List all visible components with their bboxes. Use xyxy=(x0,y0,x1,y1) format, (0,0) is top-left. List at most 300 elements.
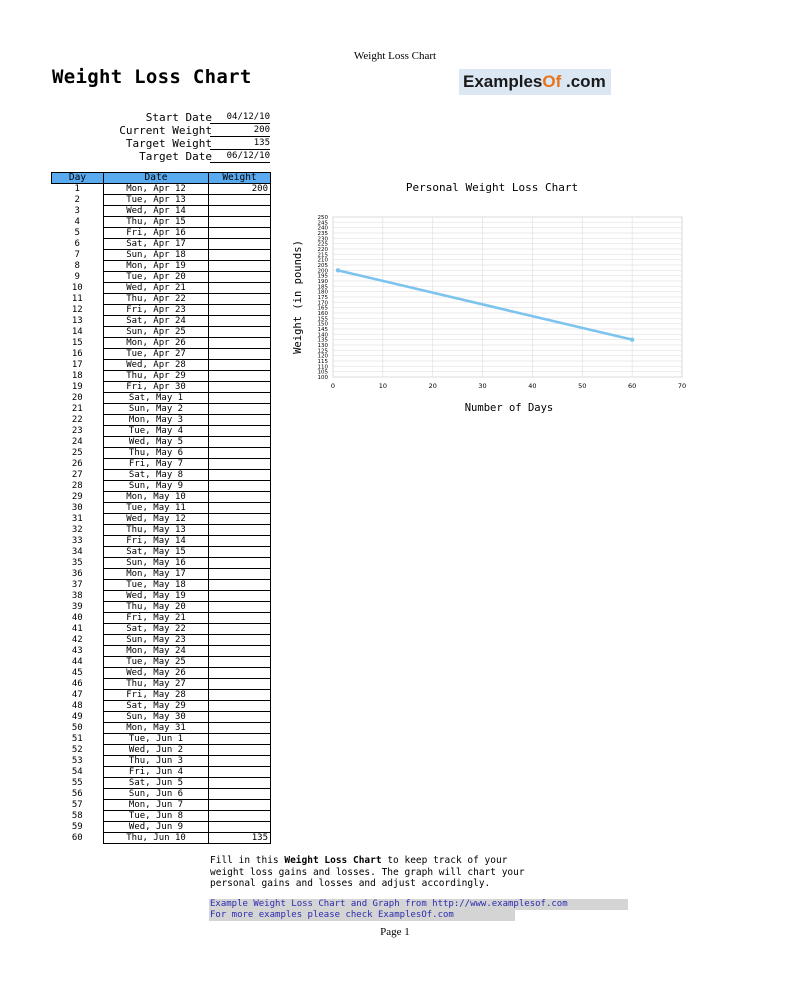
weight-cell[interactable] xyxy=(209,503,271,514)
table-row xyxy=(52,492,271,503)
date-cell: Tue, Apr 27 xyxy=(104,349,209,360)
weight-cell[interactable] xyxy=(209,613,271,624)
weight-cell[interactable] xyxy=(209,800,271,811)
y-tick-label: 180 xyxy=(317,289,328,296)
weight-cell[interactable] xyxy=(209,250,271,261)
instructions-line-1: Fill in this Weight Loss Chart to keep track of your xyxy=(210,855,508,866)
date-cell: Sat, Apr 17 xyxy=(104,239,209,250)
column-header-weight: Weight xyxy=(209,173,271,184)
weight-cell[interactable] xyxy=(209,404,271,415)
day-cell: 42 xyxy=(71,635,83,645)
date-cell: Thu, May 27 xyxy=(104,679,209,690)
table-row xyxy=(52,349,271,360)
footer-source-link[interactable]: Example Weight Loss Chart and Graph from http://www.examplesof.com xyxy=(209,899,628,910)
weight-cell[interactable] xyxy=(209,624,271,635)
data-point xyxy=(630,337,634,341)
day-cell: 34 xyxy=(71,547,83,557)
weight-cell[interactable] xyxy=(209,635,271,646)
x-tick-label: 40 xyxy=(528,382,537,390)
table-row xyxy=(52,206,271,217)
weight-cell[interactable] xyxy=(209,591,271,602)
weight-cell[interactable] xyxy=(209,437,271,448)
table-row xyxy=(52,371,271,382)
weight-cell[interactable] xyxy=(209,349,271,360)
x-tick-label: 10 xyxy=(378,382,387,390)
date-cell: Wed, Apr 28 xyxy=(104,360,209,371)
weight-cell[interactable] xyxy=(209,195,271,206)
table-row xyxy=(52,690,271,701)
instructions-line-2: weight loss gains and losses. The graph will chart your xyxy=(210,866,525,878)
day-cell: 27 xyxy=(71,470,83,480)
date-cell: Tue, May 25 xyxy=(104,657,209,668)
weight-cell[interactable] xyxy=(209,338,271,349)
y-tick-label: 230 xyxy=(317,236,328,243)
data-point xyxy=(336,268,340,272)
y-tick-label: 220 xyxy=(317,247,328,253)
y-tick-label: 175 xyxy=(317,295,328,301)
summary-row xyxy=(108,150,383,163)
weight-cell[interactable] xyxy=(209,569,271,580)
weight-cell[interactable] xyxy=(209,481,271,492)
date-cell: Fri, Apr 16 xyxy=(104,228,209,239)
date-cell: Sat, May 22 xyxy=(104,624,209,635)
table-row xyxy=(52,437,271,448)
day-cell: 40 xyxy=(71,613,83,623)
table-row xyxy=(52,272,271,283)
day-cell: 38 xyxy=(71,591,83,601)
weight-cell[interactable] xyxy=(209,283,271,294)
table-row xyxy=(52,184,271,195)
y-tick-label: 160 xyxy=(317,311,328,317)
date-cell: Thu, Apr 22 xyxy=(104,294,209,305)
logo-text-tail: .com xyxy=(561,72,606,91)
day-cell: 57 xyxy=(71,800,83,810)
weight-cell[interactable] xyxy=(209,745,271,756)
table-row xyxy=(52,657,271,668)
weight-cell[interactable] xyxy=(209,360,271,371)
date-cell: Wed, Apr 21 xyxy=(104,283,209,294)
table-row xyxy=(52,613,271,624)
table-row xyxy=(52,602,271,613)
table-row xyxy=(52,294,271,305)
logo-text-main: Examples xyxy=(463,72,543,91)
date-cell: Sun, May 9 xyxy=(104,481,209,492)
weight-cell[interactable] xyxy=(209,525,271,536)
table-row xyxy=(52,536,271,547)
table-row xyxy=(52,404,271,415)
date-cell: Mon, May 3 xyxy=(104,415,209,426)
weight-cell[interactable] xyxy=(209,327,271,338)
weight-cell[interactable]: 135 xyxy=(209,833,271,844)
day-cell: 36 xyxy=(71,569,83,579)
day-cell: 6 xyxy=(74,239,80,249)
instructions-line-3: personal gains and losses and adjust accordingly. xyxy=(210,878,491,889)
table-row xyxy=(52,327,271,338)
weight-cell[interactable] xyxy=(209,646,271,657)
y-tick-label: 195 xyxy=(317,273,328,280)
weight-cell[interactable] xyxy=(209,602,271,613)
day-cell: 37 xyxy=(71,580,83,590)
y-tick-label: 200 xyxy=(317,268,328,275)
date-cell: Sat, Apr 24 xyxy=(104,316,209,327)
weight-cell[interactable] xyxy=(209,679,271,690)
logo-text-accent: Of xyxy=(542,72,562,91)
date-cell: Fri, May 28 xyxy=(104,690,209,701)
date-cell: Sun, May 2 xyxy=(104,404,209,415)
weight-cell[interactable] xyxy=(209,580,271,591)
date-cell: Sat, May 1 xyxy=(104,393,209,404)
summary-value[interactable]: 135 xyxy=(210,137,270,150)
table-row xyxy=(52,778,271,789)
x-tick-label: 50 xyxy=(578,382,587,390)
day-cell: 58 xyxy=(71,811,83,821)
weight-cell[interactable] xyxy=(209,778,271,789)
weight-cell[interactable] xyxy=(209,371,271,382)
summary-label: Target Weight xyxy=(125,137,212,150)
day-cell: 17 xyxy=(71,360,83,370)
day-cell: 3 xyxy=(74,206,80,216)
table-row xyxy=(52,767,271,778)
date-cell: Sat, May 15 xyxy=(104,547,209,558)
date-cell: Sun, May 23 xyxy=(104,635,209,646)
weight-cell[interactable] xyxy=(209,514,271,525)
date-cell: Fri, Apr 30 xyxy=(104,382,209,393)
day-cell: 46 xyxy=(71,679,83,689)
y-tick-label: 225 xyxy=(317,241,328,248)
date-cell: Tue, May 18 xyxy=(104,580,209,591)
date-cell: Thu, May 6 xyxy=(104,448,209,459)
y-tick-label: 135 xyxy=(317,337,328,344)
table-row xyxy=(52,745,271,756)
date-cell: Fri, May 7 xyxy=(104,459,209,470)
y-tick-label: 145 xyxy=(317,327,328,333)
summary-value[interactable]: 04/12/10 xyxy=(210,111,270,124)
weight-cell[interactable] xyxy=(209,822,271,833)
weight-cell[interactable] xyxy=(209,272,271,283)
table-row xyxy=(52,217,271,228)
date-cell: Sat, May 8 xyxy=(104,470,209,481)
table-row xyxy=(52,514,271,525)
instructions-text xyxy=(210,855,525,890)
summary-label: Start Date xyxy=(145,111,212,124)
weight-cell[interactable] xyxy=(209,657,271,668)
table-row xyxy=(52,360,271,371)
y-tick-label: 115 xyxy=(317,359,328,365)
day-cell: 56 xyxy=(71,789,83,799)
table-row xyxy=(52,338,271,349)
weight-cell[interactable] xyxy=(209,382,271,393)
y-axis-label: Weight (in pounds) xyxy=(292,240,304,354)
date-cell: Mon, Apr 26 xyxy=(104,338,209,349)
table-row xyxy=(52,481,271,492)
date-cell: Sat, Jun 5 xyxy=(104,778,209,789)
table-row xyxy=(52,459,271,470)
weight-cell[interactable] xyxy=(209,426,271,437)
table-row xyxy=(52,646,271,657)
date-cell: Tue, Jun 1 xyxy=(104,734,209,745)
date-cell: Wed, May 5 xyxy=(104,437,209,448)
date-cell: Sat, May 29 xyxy=(104,701,209,712)
weight-cell[interactable] xyxy=(209,217,271,228)
date-cell: Mon, May 17 xyxy=(104,569,209,580)
x-tick-label: 0 xyxy=(330,382,336,390)
y-tick-label: 250 xyxy=(317,215,328,221)
date-cell: Thu, Jun 10 xyxy=(104,833,209,844)
table-row xyxy=(52,228,271,239)
day-cell: 59 xyxy=(71,822,83,832)
weight-cell[interactable]: 200 xyxy=(209,184,271,195)
date-cell: Wed, Jun 9 xyxy=(104,822,209,833)
date-cell: Wed, Apr 14 xyxy=(104,206,209,217)
table-row xyxy=(52,316,271,327)
table-row xyxy=(52,569,271,580)
day-cell: 33 xyxy=(71,536,83,546)
table-row xyxy=(52,382,271,393)
weight-cell[interactable] xyxy=(209,712,271,723)
day-cell: 1 xyxy=(74,184,80,195)
x-axis-label: Number of Days xyxy=(464,402,554,414)
day-cell: 44 xyxy=(71,657,83,667)
weight-cell[interactable] xyxy=(209,723,271,734)
table-row xyxy=(52,393,271,404)
footer-more-examples-link[interactable]: For more examples please check ExamplesOf.com xyxy=(209,910,515,921)
weight-cell[interactable] xyxy=(209,305,271,316)
weight-cell[interactable] xyxy=(209,536,271,547)
summary-row xyxy=(108,111,383,124)
date-cell: Thu, May 20 xyxy=(104,602,209,613)
weight-cell[interactable] xyxy=(209,459,271,470)
day-cell: 30 xyxy=(71,503,83,513)
date-cell: Thu, May 13 xyxy=(104,525,209,536)
date-cell: Mon, Apr 19 xyxy=(104,261,209,272)
x-tick-label: 70 xyxy=(677,382,687,390)
summary-label: Current Weight xyxy=(119,124,212,137)
weight-cell[interactable] xyxy=(209,668,271,679)
day-cell: 19 xyxy=(71,382,83,392)
day-cell: 47 xyxy=(71,690,83,700)
day-cell: 25 xyxy=(71,448,83,458)
table-row xyxy=(52,426,271,437)
weight-cell[interactable] xyxy=(209,701,271,712)
weight-cell[interactable] xyxy=(209,470,271,481)
day-cell: 48 xyxy=(71,701,83,711)
date-cell: Fri, May 14 xyxy=(104,536,209,547)
date-cell: Tue, May 11 xyxy=(104,503,209,514)
table-row xyxy=(52,558,271,569)
day-cell: 28 xyxy=(71,481,83,491)
day-cell: 7 xyxy=(74,250,80,260)
table-row xyxy=(52,789,271,800)
weight-cell[interactable] xyxy=(209,206,271,217)
y-tick-label: 110 xyxy=(317,364,328,371)
date-cell: Thu, Jun 3 xyxy=(104,756,209,767)
day-cell: 52 xyxy=(71,745,83,755)
y-tick-label: 150 xyxy=(317,321,328,328)
table-row xyxy=(52,833,271,844)
weight-cell[interactable] xyxy=(209,393,271,404)
date-cell: Thu, Apr 29 xyxy=(104,371,209,382)
table-row xyxy=(52,811,271,822)
weight-cell[interactable] xyxy=(209,811,271,822)
day-cell: 4 xyxy=(74,217,80,227)
day-cell: 9 xyxy=(74,272,80,282)
date-cell: Sun, May 16 xyxy=(104,558,209,569)
y-tick-label: 125 xyxy=(317,348,328,355)
table-row xyxy=(52,734,271,745)
date-cell: Tue, Apr 13 xyxy=(104,195,209,206)
date-cell: Mon, May 10 xyxy=(104,492,209,503)
weight-cell[interactable] xyxy=(209,789,271,800)
summary-value[interactable]: 200 xyxy=(210,124,270,137)
day-cell: 2 xyxy=(74,195,80,205)
day-cell: 41 xyxy=(71,624,83,634)
date-cell: Wed, Jun 2 xyxy=(104,745,209,756)
day-cell: 53 xyxy=(71,756,83,766)
weight-cell[interactable] xyxy=(209,547,271,558)
date-cell: Mon, Apr 12 xyxy=(104,184,209,195)
day-cell: 13 xyxy=(71,316,83,326)
y-tick-label: 235 xyxy=(317,231,328,237)
day-cell: 31 xyxy=(71,514,83,524)
day-cell: 45 xyxy=(71,668,83,678)
summary-label: Target Date xyxy=(139,150,212,163)
date-cell: Mon, May 24 xyxy=(104,646,209,657)
table-row xyxy=(52,415,271,426)
table-row xyxy=(52,305,271,316)
weight-cell[interactable] xyxy=(209,294,271,305)
table-row xyxy=(52,283,271,294)
weight-cell[interactable] xyxy=(209,415,271,426)
day-cell: 49 xyxy=(71,712,83,722)
day-cell: 14 xyxy=(71,327,83,337)
examplesof-logo[interactable] xyxy=(459,69,611,95)
day-cell: 54 xyxy=(71,767,83,777)
day-cell: 18 xyxy=(71,371,83,381)
table-row xyxy=(52,701,271,712)
summary-value[interactable]: 06/12/10 xyxy=(210,150,270,163)
day-cell: 10 xyxy=(71,283,83,293)
page-number: Page 1 xyxy=(380,926,410,938)
table-row xyxy=(52,261,271,272)
table-row xyxy=(52,503,271,514)
table-row xyxy=(52,635,271,646)
weight-cell[interactable] xyxy=(209,316,271,327)
table-row xyxy=(52,800,271,811)
x-tick-label: 30 xyxy=(478,382,487,390)
y-tick-label: 205 xyxy=(317,263,328,269)
day-cell: 55 xyxy=(71,778,83,788)
weight-cell[interactable] xyxy=(209,558,271,569)
day-cell: 35 xyxy=(71,558,83,568)
table-row xyxy=(52,580,271,591)
summary-row xyxy=(108,137,383,150)
weight-loss-chart xyxy=(285,175,705,425)
weight-cell[interactable] xyxy=(209,690,271,701)
date-cell: Tue, Jun 8 xyxy=(104,811,209,822)
day-cell: 22 xyxy=(71,415,83,425)
weight-log-table xyxy=(51,172,271,844)
y-tick-label: 105 xyxy=(317,369,328,376)
day-cell: 29 xyxy=(71,492,83,502)
y-tick-label: 120 xyxy=(317,353,328,360)
y-tick-label: 100 xyxy=(317,375,328,381)
x-tick-label: 60 xyxy=(628,382,637,390)
y-tick-label: 210 xyxy=(317,257,328,264)
day-cell: 51 xyxy=(71,734,83,744)
weight-cell[interactable] xyxy=(209,492,271,503)
y-tick-label: 165 xyxy=(317,305,328,312)
weight-cell[interactable] xyxy=(209,767,271,778)
y-tick-label: 240 xyxy=(317,225,328,232)
table-row xyxy=(52,195,271,206)
table-row xyxy=(52,547,271,558)
day-cell: 26 xyxy=(71,459,83,469)
day-cell: 24 xyxy=(71,437,83,447)
weight-cell[interactable] xyxy=(209,448,271,459)
day-cell: 43 xyxy=(71,646,83,656)
date-cell: Sun, Apr 25 xyxy=(104,327,209,338)
x-tick-label: 20 xyxy=(428,382,437,390)
day-cell: 21 xyxy=(71,404,83,414)
date-cell: Mon, Jun 7 xyxy=(104,800,209,811)
date-cell: Wed, May 19 xyxy=(104,591,209,602)
day-cell: 5 xyxy=(74,228,80,238)
day-cell: 32 xyxy=(71,525,83,535)
date-cell: Sun, May 30 xyxy=(104,712,209,723)
column-header-date: Date xyxy=(104,173,209,184)
weight-cell[interactable] xyxy=(209,239,271,250)
day-cell: 16 xyxy=(71,349,83,359)
table-header-row xyxy=(52,173,271,184)
y-tick-label: 190 xyxy=(317,279,328,285)
day-cell: 15 xyxy=(71,338,83,348)
y-tick-label: 245 xyxy=(317,220,328,227)
y-tick-label: 215 xyxy=(317,252,328,259)
day-cell: 39 xyxy=(71,602,83,612)
date-cell: Fri, May 21 xyxy=(104,613,209,624)
date-cell: Tue, Apr 20 xyxy=(104,272,209,283)
y-tick-label: 185 xyxy=(317,284,328,291)
table-row xyxy=(52,679,271,690)
summary-row xyxy=(108,124,383,137)
weight-cell[interactable] xyxy=(209,734,271,745)
table-row xyxy=(52,822,271,833)
table-row xyxy=(52,525,271,536)
y-tick-label: 130 xyxy=(317,343,328,349)
date-cell: Mon, May 31 xyxy=(104,723,209,734)
document-title: Weight Loss Chart xyxy=(52,66,252,88)
chart-title: Personal Weight Loss Chart xyxy=(405,181,579,194)
day-cell: 11 xyxy=(71,294,83,304)
date-cell: Tue, May 4 xyxy=(104,426,209,437)
table-row xyxy=(52,712,271,723)
y-tick-label: 170 xyxy=(317,300,328,307)
table-row xyxy=(52,250,271,261)
weight-cell[interactable] xyxy=(209,261,271,272)
table-row xyxy=(52,756,271,767)
table-row xyxy=(52,470,271,481)
day-cell: 8 xyxy=(74,261,80,271)
day-cell: 50 xyxy=(71,723,83,733)
page-header-caption: Weight Loss Chart xyxy=(353,50,437,62)
date-cell: Fri, Apr 23 xyxy=(104,305,209,316)
day-cell: 12 xyxy=(71,305,83,315)
date-cell: Thu, Apr 15 xyxy=(104,217,209,228)
instructions-bold-term: Weight Loss Chart xyxy=(284,855,382,866)
day-cell: 23 xyxy=(71,426,83,436)
weight-cell[interactable] xyxy=(209,228,271,239)
weight-cell[interactable] xyxy=(209,756,271,767)
